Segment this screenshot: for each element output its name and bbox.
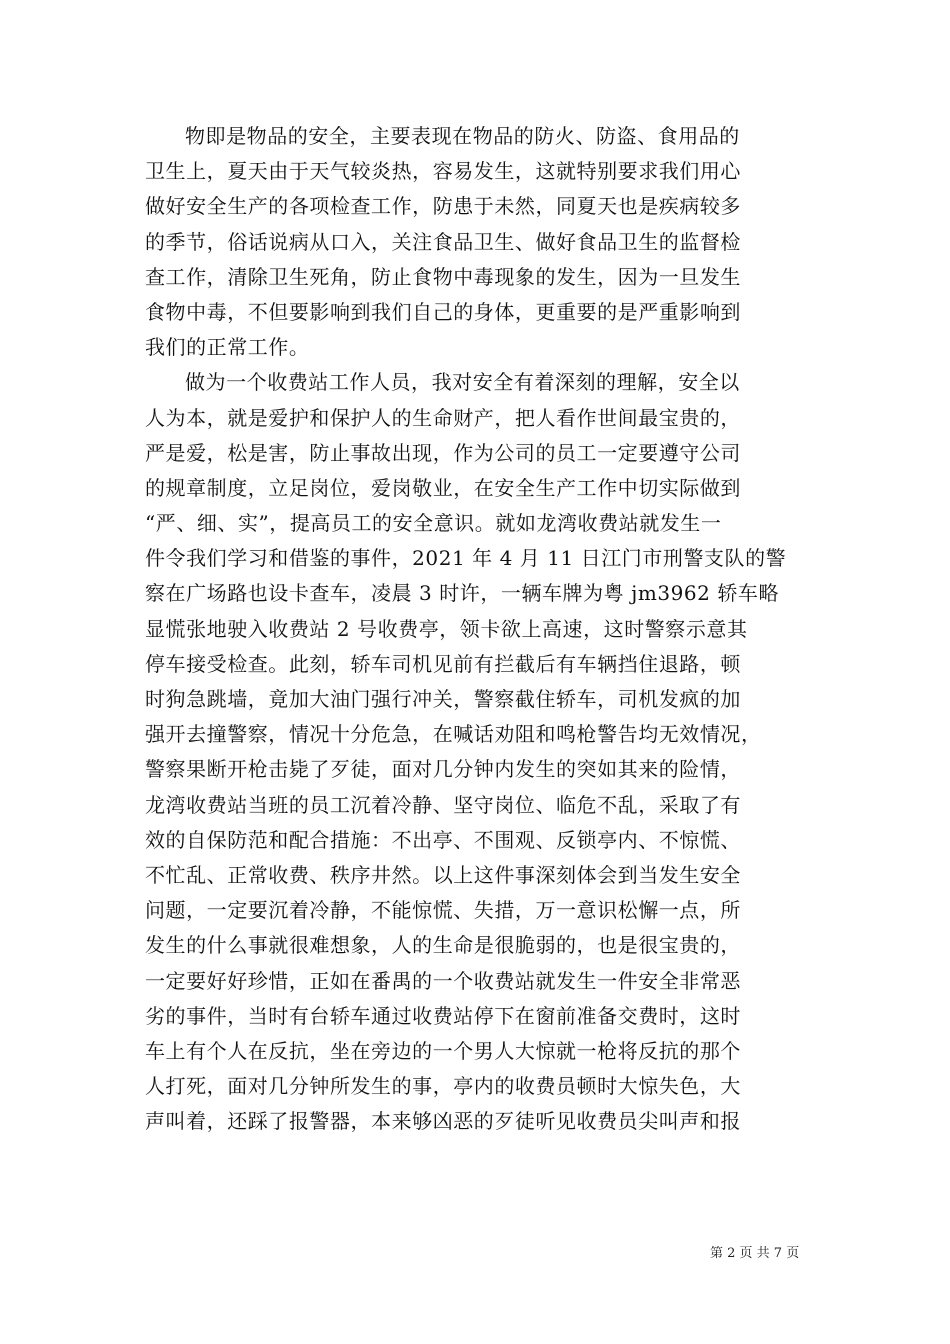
paragraph-line: 一定要好好珍惜，正如在番禺的一个收费站就发生一件安全非常恶 [145, 968, 741, 993]
paragraph-line: 我们的正常工作。 [145, 335, 310, 360]
paragraph-line: 效的自保防范和配合措施：不出亭、不围观、反锁亭内、不惊慌、 [145, 827, 741, 852]
paragraph-line: 发生的什么事就很难想象，人的生命是很脆弱的，也是很宝贵的， [145, 933, 741, 958]
paragraph-line: 做为一个收费站工作人员，我对安全有着深刻的理解，安全以 [185, 370, 740, 395]
paragraph-line: 问题，一定要沉着冷静，不能惊慌、失措，万一意识松懈一点，所 [145, 898, 741, 923]
paragraph-line: “严、细、实”，提高员工的安全意识。就如龙湾收费站就发生一 [145, 511, 722, 536]
paragraph-line: 查工作，清除卫生死角，防止食物中毒现象的发生，因为一旦发生 [145, 264, 741, 289]
paragraph-line: 停车接受检查。此刻，轿车司机见前有拦截后有车辆挡住退路，顿 [145, 651, 741, 676]
paragraph-line: 的季节，俗话说病从口入，关注食品卫生、做好食品卫生的监督检 [145, 229, 741, 254]
paragraph-line: 车上有个人在反抗，坐在旁边的一个男人大惊就一枪将反抗的那个 [145, 1038, 741, 1063]
paragraph-line: 严是爱，松是害，防止事故出现，作为公司的员工一定要遵守公司 [145, 440, 741, 465]
paragraph-line: 强开去撞警察，情况十分危急，在喊话劝阻和鸣枪警告均无效情况， [145, 722, 762, 747]
paragraph-line: 卫生上，夏天由于天气较炎热，容易发生，这就特别要求我们用心 [145, 159, 741, 184]
paragraph-line: 件令我们学习和借鉴的事件，2021 年 4 月 11 日江门市刑警支队的警 [145, 546, 787, 571]
paragraph-line: 警察果断开枪击毙了歹徒，面对几分钟内发生的突如其来的险情， [145, 757, 741, 782]
paragraph-line: 劣的事件，当时有台轿车通过收费站停下在窗前准备交费时，这时 [145, 1003, 741, 1028]
paragraph-line: 人为本，就是爱护和保护人的生命财产，把人看作世间最宝贵的， [145, 405, 741, 430]
paragraph-line: 做好安全生产的各项检查工作，防患于未然，同夏天也是疾病较多 [145, 194, 741, 219]
paragraph-line: 不忙乱、正常收费、秩序井然。以上这件事深刻体会到当发生安全 [145, 862, 741, 887]
paragraph-line: 龙湾收费站当班的员工沉着冷静、坚守岗位、临危不乱，采取了有 [145, 792, 741, 817]
page-number: 第 2 页 共 7 页 [710, 1246, 800, 1261]
paragraph-line: 显慌张地驶入收费站 2 号收费亭，领卡欲上高速，这时警察示意其 [145, 616, 748, 641]
paragraph-line: 食物中毒，不但要影响到我们自己的身体，更重要的是严重影响到 [145, 299, 741, 324]
paragraph-line: 声叫着，还踩了报警器，本来够凶恶的歹徒听见收费员尖叫声和报 [145, 1109, 741, 1134]
paragraph-line: 时狗急跳墙，竟加大油门强行冲关，警察截住轿车，司机发疯的加 [145, 687, 741, 711]
paragraph-line: 察在广场路也设卡查车，凌晨 3 时许，一辆车牌为粤 jm3962 轿车略 [145, 581, 780, 606]
paragraph-line: 人打死，面对几分钟所发生的事，亭内的收费员顿时大惊失色，大 [145, 1074, 741, 1099]
paragraph-line: 的规章制度，立足岗位，爱岗敬业，在安全生产工作中切实际做到 [145, 475, 741, 500]
body-text [145, 119, 805, 1139]
paragraph-line: 物即是物品的安全，主要表现在物品的防火、防盗、食用品的 [185, 124, 740, 148]
